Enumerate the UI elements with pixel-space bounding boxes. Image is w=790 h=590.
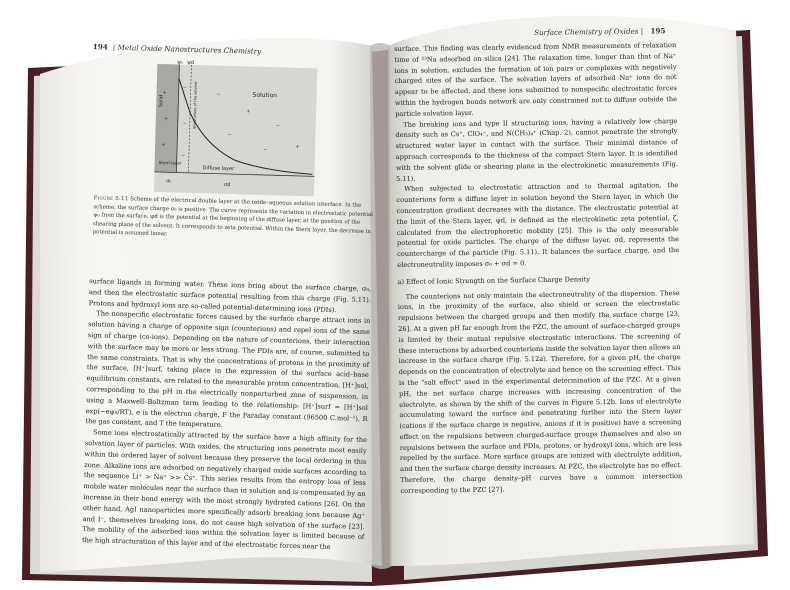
svg-text:−: −	[275, 123, 281, 130]
left-paragraph-3: Some ions electrostatically attracted by the surface have a high affinity for the solvation layer of particles. With oxides, the structuring ions penetrate most easily within the ordered layer of solvent because they preserve the local ordering in this zone. Alkaline ions are adsorbed on negatively charged oxide surfaces according to the sequence Li⁺ > Na⁺ >> Cs⁺. This series results from the entropy loss of less mobile water molecules near the surface than in solution and is compensated by an increase in their bond energy with the most strongly hydrated cations [26]. On the other hand, AgI nanoparticles more specifically adsorb breaking ions because Ag⁺ and I⁻, themselves breaking ions, do not cause high solvation of the surface [23]. The mobility of the adsorbed ions within the solvation layer is limited because of the high structuration of this layer and of the electrostatic forces near the	[81, 428, 368, 552]
solution-label: Solution	[252, 91, 278, 100]
svg-text:−: −	[216, 91, 221, 98]
svg-text:+: +	[161, 142, 166, 149]
left-paragraph-2: The nonspecific electrostatic forces caused by the surface charge attract ions in solution having a charge of opposite sign (counterions) and repel ions of the same sign of charge (co-ions). Depending on the nature of counterions, their interaction with the surface may be more or less strong. The PDIs are, of course, submitted to the same constraints. That is why the concentrations of protons in the proximity of the surface, [H⁺]surf, taking place in the expression of the surface acid–base equilibrium constants, are related to the measurable proton concentration, [H⁺]sol, corresponding to the pH in the electrically nonperturbed zone of suspension, in using a Maxwell–Boltzman term leading to the relationship: [H⁺]surf = [H⁺]sol exp(−eψ₀/RT), e is the electron charge, F the Faraday constant (96500 C.mol⁻¹), R the gas constant, and T the temperature.	[85, 309, 371, 430]
diffuse-layer-label: Diffuse layer	[202, 165, 235, 173]
left-paragraph-1: surface ligands in forming water. These ions bring about the surface charge, σ₀, and then the electrostatic surface potential resulting from this charge (Fig. 5.11). Protons and hydroxyl ions are so-called potential-determining ions (PDIs).	[88, 277, 372, 314]
left-running-head-title: Metal Oxide Nanostructures Chemistry	[117, 42, 262, 56]
right-running-head: Surface Chemistry of Oxides | 195	[533, 26, 666, 38]
right-paragraph-3: When subjected to electrostatic attraction and to thermal agitation, the counterions form a diffuse layer in solution beyond the Stern layer, in which the concentration gradient decreases with the distance. The electrostatic potential at the limit of the Stern layer, ψd, is defined as the electrokinetic zeta potential, ζ, calculated from the electrophoretic mobility [25]. This is the only measurable potential for oxide particles. The charge of the diffuse layer, σd, represents the countercharge of the particle (Fig. 5.11). It balances the surface charge, and the electroneutrality imposes σ₀ + σd = 0.	[396, 181, 680, 269]
psi0-label: ψ₀	[177, 59, 183, 66]
left-running-head: 194 | Metal Oxide Nanostructures Chemistry	[92, 42, 262, 56]
right-running-head-title: Surface Chemistry of Oxides	[533, 26, 639, 38]
sigma0-label: σ₀	[166, 178, 172, 185]
right-page-body	[394, 40, 682, 497]
sigmad-label: σd	[223, 181, 231, 189]
right-page-content	[394, 26, 683, 560]
stern-layer-label: Stern layer	[158, 160, 182, 166]
figure-caption-text: Scheme of the electrical double layer at the oxide–aqueous solution interface. In the scheme, the surface charge σ₀ is positive. The curve represents the variation in electrostatic potential ψ₀ from the surface. ψd is the potential at the beginning of the diffuse layer, at the position of the shearing plane of the solvent. It corresponds to zeta potential. Within the Stern layer, the decrease in potential is assumed linear.	[92, 196, 374, 238]
right-paragraph-1: surface. This finding was clearly evidenced from NMR measurements of relaxation time of ²³Na adsorbed on silica [24]. The relaxation time, longer than that of Na⁺ ions in solution, excludes the formation of ion pairs or complexes with negatively charged sites of the surface. The solvation layers of adsorbed Na⁺ ions do not appear to be affected, and these ions submitted to nonspecific electrostatic forces within the hydrogen bonds network are only constrained not to diffuse outside the particle solvation layer.	[394, 41, 678, 118]
svg-text:−: −	[227, 131, 232, 139]
svg-text:+: +	[163, 116, 169, 123]
section-subheading: a) Effect of Ionic Strength on the Surface Charge Density	[397, 275, 590, 286]
figure-caption-label: Figure 5.11	[93, 195, 129, 203]
svg-text:−: −	[262, 146, 268, 154]
double-layer-figure	[154, 59, 318, 196]
shear-plane-label: Shear plane of the solvent	[192, 81, 198, 130]
svg-text:−: −	[182, 84, 188, 91]
psid-label: ψd	[187, 59, 195, 66]
solid-label: Solid	[158, 94, 165, 108]
right-paragraph-2: The breaking ions and type II structuring ions, having a relatively low charge density such as Cs⁺, ClO₄⁻, and N(CH₃)₄⁺ (Chap. 2), cannot penetrate the strongly structured water layer in contact with the surface. Their minimal distance of approach corresponds to the thickness of the compact Stern layer. It is identified with the solvent glide or shearing plane in the electrokinetic measurements (Fig. 5.11).	[395, 116, 678, 183]
left-page-number: 194	[92, 42, 109, 52]
right-page-number: 195	[650, 26, 666, 36]
figure-caption	[93, 194, 374, 245]
svg-text:−: −	[180, 152, 186, 159]
svg-text:−: −	[182, 120, 188, 127]
left-page-body	[82, 276, 371, 554]
svg-text:+: +	[295, 143, 300, 150]
right-paragraph-4: The counterions not only maintain the electroneutrality of the dispersion. These ions, in the proximity of the surface, also shield or screen the electrostatic repulsions between the charged groups and then modify the surface charge [23, 26]. At a given pH far enough from the PZC, the amount of surface-charged groups is limited by their mutual repulsive electrostatic interactions. The screening of these interactions by adsorbed counterions inside the solvation layer then allows an increase in the surface charge (Fig. 5.12a). Therefore, for a given pH, the charge depends on the concentration of electrolyte and hence on the screening effect. This is the "salt effect" used in the experimental determination of the PZC. At a given pH, the net surface charge increases with increasing concentration of the electrolyte, as shown by the shift of the curves in Figure 5.12b. Ions of electrolyte accumulating toward the surface and penetrating further into the Stern layer (cations if the surface charge is negative, anions if it is positive) have a screening effect on the repulsions between charged-surface groups themselves and also on repulsions between the surface and PDIs, protons, or hydroxyl ions, which are less repelled by the surface. More surface groups are ionized with electrolyte addition, and then the surface charge density increases. At PZC, the electrolyte has no effect. Therefore, the charge density–pH curves have a common intersection corresponding to the PZC [27].	[397, 288, 683, 495]
svg-text:+: +	[162, 90, 167, 97]
left-page-content	[73, 42, 377, 570]
svg-text:+: +	[246, 108, 251, 115]
